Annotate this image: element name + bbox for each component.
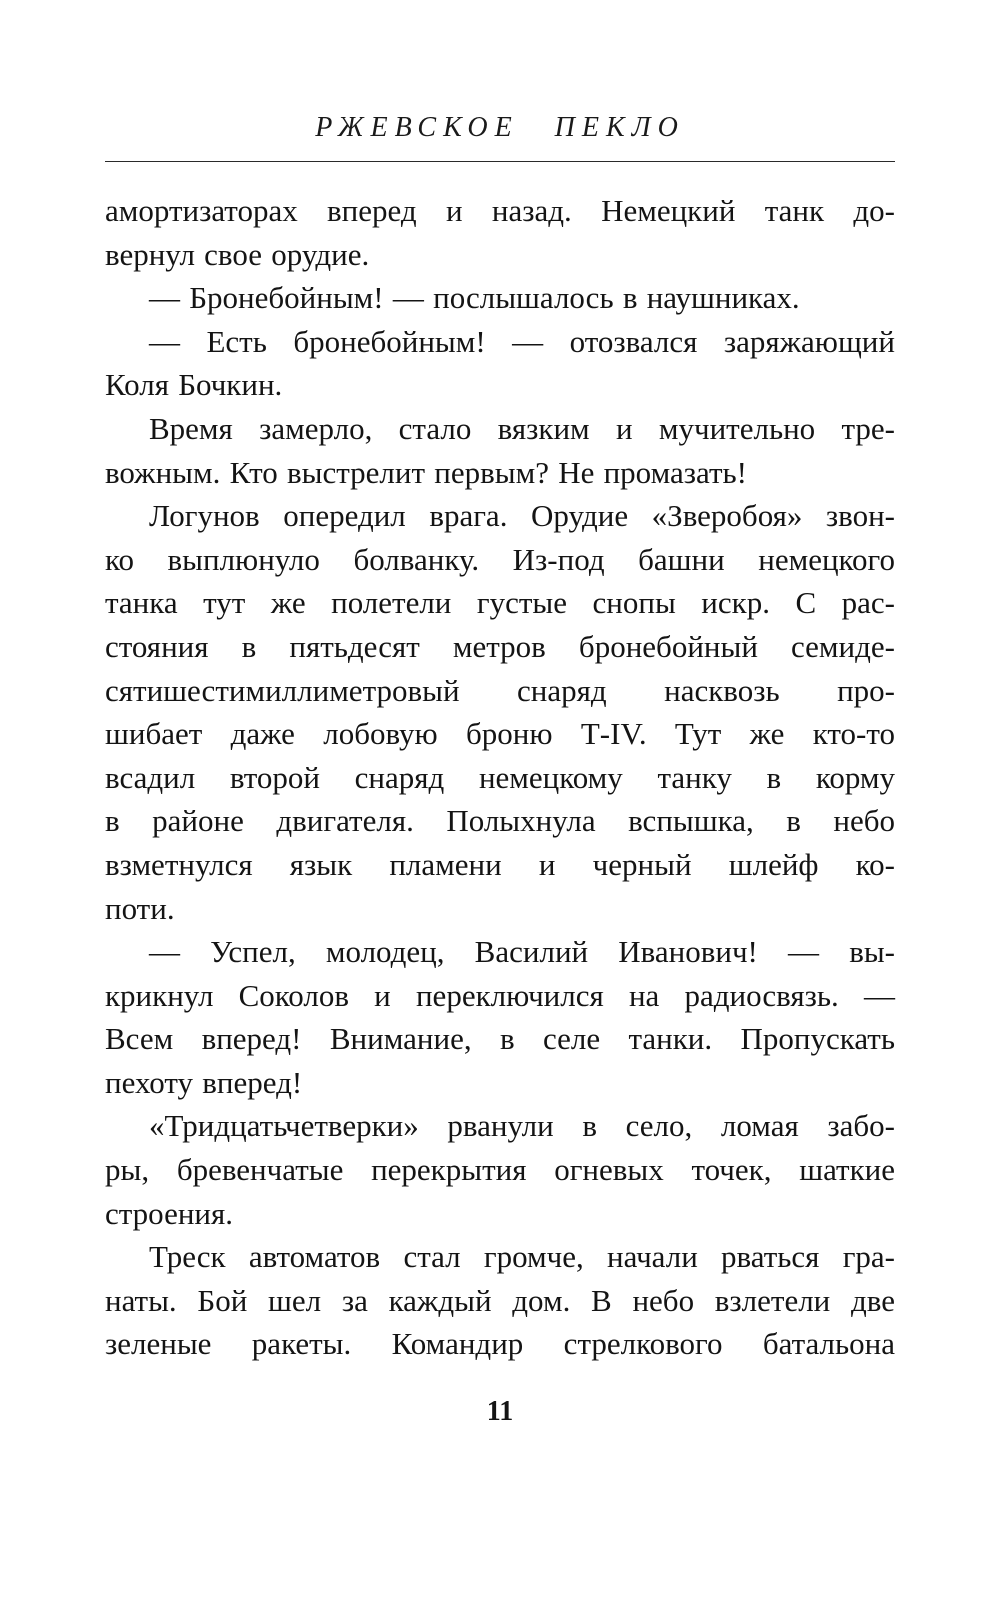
text-line: крикнул Соколов и переключился на радиосвязь. — xyxy=(105,977,895,1013)
text-line: взметнулся язык пламени и черный шлейф ко- xyxy=(105,846,895,882)
text-line: пехоту вперед! xyxy=(105,1064,303,1100)
text-line: ко выплюнуло болванку. Из-под башни немецкого xyxy=(105,541,895,577)
header-rule xyxy=(105,161,895,162)
text-line: амортизаторах вперед и назад. Немецкий танк до- xyxy=(105,193,895,228)
text-line: вожным. Кто выстрелит первым? Не промазать! xyxy=(105,454,747,490)
text-line: в районе двигателя. Полыхнула вспышка, в небо xyxy=(105,803,895,839)
text-line: шибает даже лобовую броню Т-IV. Тут же кто-то xyxy=(105,716,895,752)
text-line: Логунов опередил врага. Орудие «Зверобоя» звон- xyxy=(149,498,895,534)
text-line: — Успел, молодец, Василий Иванович! — вы- xyxy=(149,934,895,970)
text-line: вернул свое орудие. xyxy=(105,236,370,272)
body-text xyxy=(105,189,895,1366)
text-line: всадил второй снаряд немецкому танку в корму xyxy=(105,759,895,795)
text-line: — Есть бронебойным! — отозвался заряжающий xyxy=(149,323,895,359)
running-header: РЖЕВСКОЕ ПЕКЛО xyxy=(315,112,685,143)
text-line: стояния в пятьдесят метров бронебойный семиде- xyxy=(105,628,895,664)
text-line: «Тридцатьчетверки» рванули в село, ломая забо- xyxy=(149,1108,895,1144)
text-line: Всем вперед! Внимание, в селе танки. Пропускать xyxy=(105,1021,895,1057)
text-line: наты. Бой шел за каждый дом. В небо взлетели две xyxy=(105,1282,895,1318)
text-line: Треск автоматов стал громче, начали рваться гра- xyxy=(149,1239,895,1275)
text-line: Время замерло, стало вязким и мучительно тре- xyxy=(149,410,895,446)
text-line: поти. xyxy=(105,890,175,926)
text-line: танка тут же полетели густые снопы искр. С рас- xyxy=(105,585,895,621)
page-number: 11 xyxy=(486,1396,514,1427)
text-line: строения. xyxy=(105,1195,234,1231)
text-line: ры, бревенчатые перекрытия огневых точек, шаткие xyxy=(105,1152,895,1188)
text-line: — Бронебойным! — послышалось в наушниках. xyxy=(149,280,800,316)
text-line: зеленые ракеты. Командир стрелкового батальона xyxy=(105,1326,895,1362)
text-line: Коля Бочкин. xyxy=(105,367,283,403)
text-line: сятишестимиллиметровый снаряд насквозь про- xyxy=(105,672,895,708)
